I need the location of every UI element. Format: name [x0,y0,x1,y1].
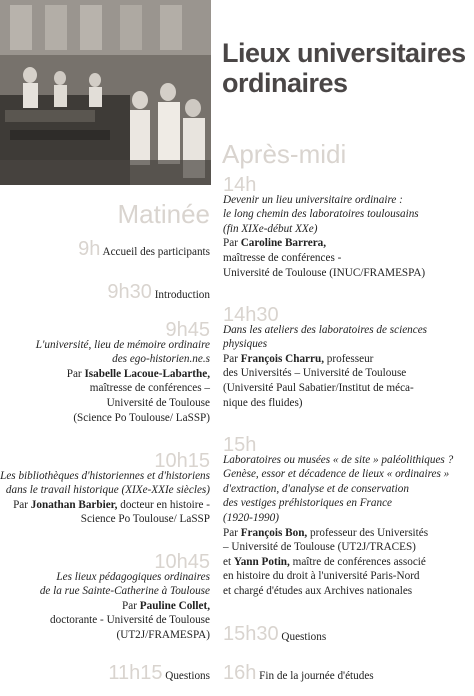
talk-title-line: Les lieux pédagogiques ordinaires [56,570,210,583]
talk-title-line: le long chemin des laboratoires toulousains [223,208,419,221]
speaker-prefix: Par [122,599,140,612]
talk-role-line: (Université Paul Sabatier/Institut de méca- [223,381,414,394]
morning-item-time: 9h30 [107,281,152,303]
speaker-name: Jonathan Barbier, [30,498,118,511]
talk-role-line: en histoire du droit à l'université Paris-Nord [223,570,420,583]
morning-item-introduction [107,281,210,303]
speaker-name: François Charru, [240,352,324,365]
talk-time: 14h [223,174,257,196]
talk-role-line: nique des fluides) [223,396,303,409]
talk-role-line: Université de Toulouse [106,396,210,409]
speaker-prefix: Par [66,367,85,380]
talk-speaker-line [40,599,210,614]
morning-talk-2 [0,450,210,527]
afternoon-item-label: Fin de la journée d'études [259,670,374,682]
talk-title-line: Genèse, essor et décadence de lieux « ordinaires » [223,468,450,481]
speaker-prefix: et [223,555,234,568]
talk-title-line: des vestiges préhistoriques en France [223,497,393,510]
afternoon-item-label: Questions [281,631,327,643]
talk-role-line: et chargé d'études aux Archives nationales [223,584,413,597]
page-title-line-1: Lieux universitaires [222,38,466,68]
talk-speaker-line [223,526,453,541]
speaker-suffix: maître de conférences associé [289,555,426,568]
talk-time: 9h45 [165,319,210,341]
speaker-name: Pauline Collet, [139,599,210,612]
morning-heading: Matinée [117,199,210,229]
morning-talk-1 [35,319,210,425]
talk-time: 10h45 [154,551,210,573]
speaker-name: François Bon, [240,526,308,539]
talk-role-line: (Science Po Toulouse/ LaSSP) [73,411,210,424]
page-title-line-2: ordinaires [222,68,348,98]
talk-title-line: physiques [223,338,268,351]
speaker-suffix: professeur des Universités [307,526,429,539]
talk-title-line: Laboratoires ou musées « de site » paléolithiques ? [223,453,454,466]
laboratory-photo [0,0,211,185]
speaker-suffix: professeur [324,352,374,365]
afternoon-talk-1 [223,174,426,280]
talk-title-line: Dans les ateliers des laboratoires de sciences [223,323,428,336]
talk-speaker-line [223,555,453,570]
talk-speaker-line [36,367,210,382]
talk-role-line: doctorante - Université de Toulouse [50,614,210,627]
talk-speaker-line [223,236,425,251]
speaker-prefix: Par [223,237,241,250]
talk-time: 15h [223,434,257,456]
talk-role-line: (UT2J/FRAMESPA) [116,628,210,641]
talk-title-line: Les bibliothèques d'historiennes et d'historiens [0,469,210,482]
afternoon-item-questions [223,623,327,645]
talk-title-line: (fin XIXe-début XXe) [223,222,318,235]
speaker-name: Isabelle Lacoue-Labarthe, [84,367,210,380]
talk-role-line: maîtresse de conférences - [223,251,342,264]
talk-title-line: d'extraction, d'analyse et de conservation [223,482,409,495]
morning-item-time: 11h15 [108,662,163,684]
morning-item-welcome [78,238,210,260]
talk-title-line: de la rue Sainte-Catherine à Toulouse [39,585,210,598]
talk-title-line: des ego-historien.ne.s [112,353,210,366]
afternoon-talk-3 [223,434,454,599]
speaker-name: Caroline Barrera, [240,237,327,250]
morning-item-label: Questions [165,670,210,682]
speaker-prefix: Par [223,526,241,539]
page-title [222,38,468,98]
afternoon-item-time: 16h [223,662,257,684]
talk-role-line: des Universités – Université de Toulouse [223,367,407,380]
morning-item-questions [108,662,210,684]
talk-time: 10h15 [154,450,210,472]
speaker-prefix: Par [223,352,241,365]
talk-speaker-line [223,352,427,367]
talk-role-line: maîtresse de conférences – [89,382,210,395]
morning-talk-3 [39,551,210,643]
afternoon-item-end [223,662,374,684]
speaker-prefix: Par [13,498,31,511]
talk-title-line: dans le travail historique (XIXe-XXIe siècles) [5,484,210,497]
afternoon-item-time: 15h30 [223,623,279,645]
talk-role-line: Science Po Toulouse/ LaSSP [80,513,210,526]
speaker-name: Yann Potin, [233,555,290,568]
speaker-suffix: docteur en histoire - [117,498,210,511]
morning-item-time: 9h [78,238,101,260]
morning-item-label: Accueil des participants [102,246,210,258]
talk-title-line: Devenir un lieu universitaire ordinaire : [223,193,403,206]
afternoon-heading: Après-midi [222,139,347,169]
talk-title-line: (1920-1990) [223,511,279,524]
talk-speaker-line [0,498,210,513]
laboratory-photo-drawing [0,0,211,185]
talk-role-line: – Université de Toulouse (UT2J/TRACES) [223,541,416,554]
talk-role-line: Université de Toulouse (INUC/FRAMESPA) [223,266,426,279]
afternoon-talk-2 [223,304,428,410]
talk-title-line: L'université, lieu de mémoire ordinaire [35,338,210,351]
morning-item-label: Introduction [154,289,210,301]
talk-time: 14h30 [223,304,279,326]
